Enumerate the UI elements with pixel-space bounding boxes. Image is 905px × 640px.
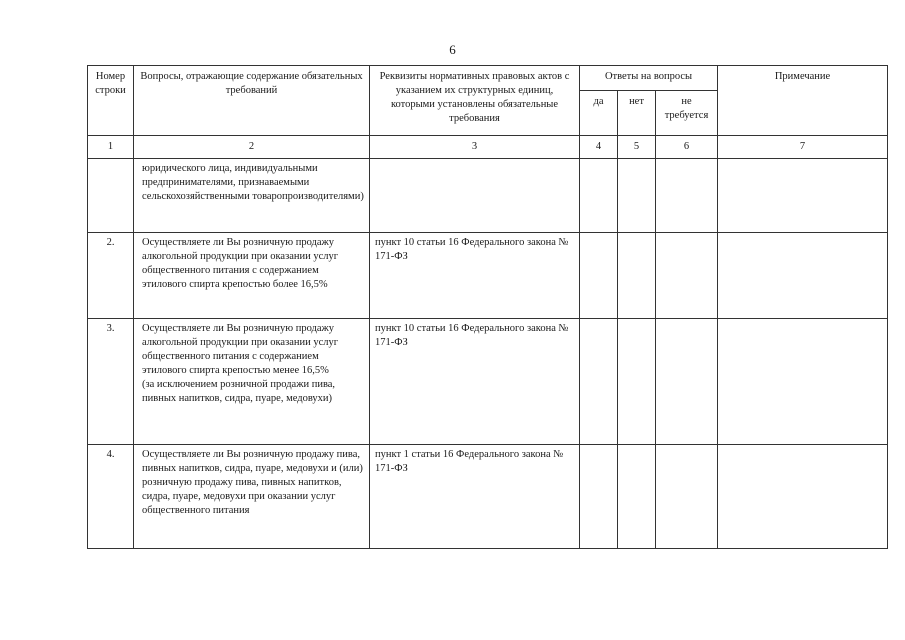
table-row bbox=[88, 233, 888, 319]
note-cell[interactable] bbox=[718, 319, 888, 445]
header-row bbox=[88, 66, 888, 91]
answer-not-required-cell[interactable] bbox=[656, 233, 718, 319]
header-questions: Вопросы, отражающие содержание обязательных требований bbox=[134, 66, 370, 136]
row-requisite: пункт 1 статьи 16 Федерального закона № 171-ФЗ bbox=[370, 445, 580, 549]
column-number: 4 bbox=[580, 136, 618, 159]
column-number: 6 bbox=[656, 136, 718, 159]
note-cell[interactable] bbox=[718, 445, 888, 549]
header-no: нет bbox=[618, 91, 656, 136]
answer-yes-cell[interactable] bbox=[580, 445, 618, 549]
checklist-table bbox=[87, 65, 888, 549]
header-yes: да bbox=[580, 91, 618, 136]
page-number: 6 bbox=[449, 42, 456, 57]
header-note: Примечание bbox=[718, 66, 888, 136]
column-number: 2 bbox=[134, 136, 370, 159]
row-number: 2. bbox=[88, 233, 134, 319]
note-cell[interactable] bbox=[718, 233, 888, 319]
row-question: Осуществляете ли Вы розничную продажу алкогольной продукции при оказании услуг общественного питания с содержанием этилового спирта крепостью более 16,5% bbox=[134, 233, 370, 319]
answer-yes-cell[interactable] bbox=[580, 159, 618, 233]
column-number: 7 bbox=[718, 136, 888, 159]
table-row bbox=[88, 445, 888, 549]
table-row bbox=[88, 159, 888, 233]
answer-not-required-cell[interactable] bbox=[656, 445, 718, 549]
row-question: юридического лица, индивидуальными предпринимателями, признаваемыми сельскохозяйственными товаропроизводителями) bbox=[134, 159, 370, 233]
column-number: 5 bbox=[618, 136, 656, 159]
row-requisite: пункт 10 статьи 16 Федерального закона № 171-ФЗ bbox=[370, 233, 580, 319]
row-question bbox=[134, 319, 370, 445]
answer-not-required-cell[interactable] bbox=[656, 319, 718, 445]
row-number bbox=[88, 159, 134, 233]
row-number: 4. bbox=[88, 445, 134, 549]
header-row-number: Номер строки bbox=[88, 66, 134, 136]
row-requisite: пункт 10 статьи 16 Федерального закона № 171-ФЗ bbox=[370, 319, 580, 445]
answer-no-cell[interactable] bbox=[618, 445, 656, 549]
row-question-note: (за исключением розничной продажи пива, пивных напитков, сидра, пуаре, медовухи) bbox=[142, 379, 336, 404]
answer-no-cell[interactable] bbox=[618, 233, 656, 319]
header-requisites: Реквизиты нормативных правовых актов с указанием их структурных единиц, которыми установлены обязательные требования bbox=[370, 66, 580, 136]
header-not-required: не требуется bbox=[656, 91, 718, 136]
answer-not-required-cell[interactable] bbox=[656, 159, 718, 233]
row-question-text: Осуществляете ли Вы розничную продажу алкогольной продукции при оказании услуг общественного питания с содержанием этилового спирта крепостью менее 16,5% bbox=[142, 323, 339, 376]
answer-no-cell[interactable] bbox=[618, 319, 656, 445]
table-row bbox=[88, 319, 888, 445]
answer-yes-cell[interactable] bbox=[580, 319, 618, 445]
answer-yes-cell[interactable] bbox=[580, 233, 618, 319]
row-question: Осуществляете ли Вы розничную продажу пива, пивных напитков, сидра, пуаре, медовухи и (или) розничную продажу пива, пивных напитков, сидра, пуаре, медовухи при оказании услуг общественного питания bbox=[134, 445, 370, 549]
column-number: 1 bbox=[88, 136, 134, 159]
note-cell[interactable] bbox=[718, 159, 888, 233]
column-number-row bbox=[88, 136, 888, 159]
answer-no-cell[interactable] bbox=[618, 159, 656, 233]
column-number: 3 bbox=[370, 136, 580, 159]
row-requisite bbox=[370, 159, 580, 233]
header-answers: Ответы на вопросы bbox=[580, 66, 718, 91]
row-number: 3. bbox=[88, 319, 134, 445]
